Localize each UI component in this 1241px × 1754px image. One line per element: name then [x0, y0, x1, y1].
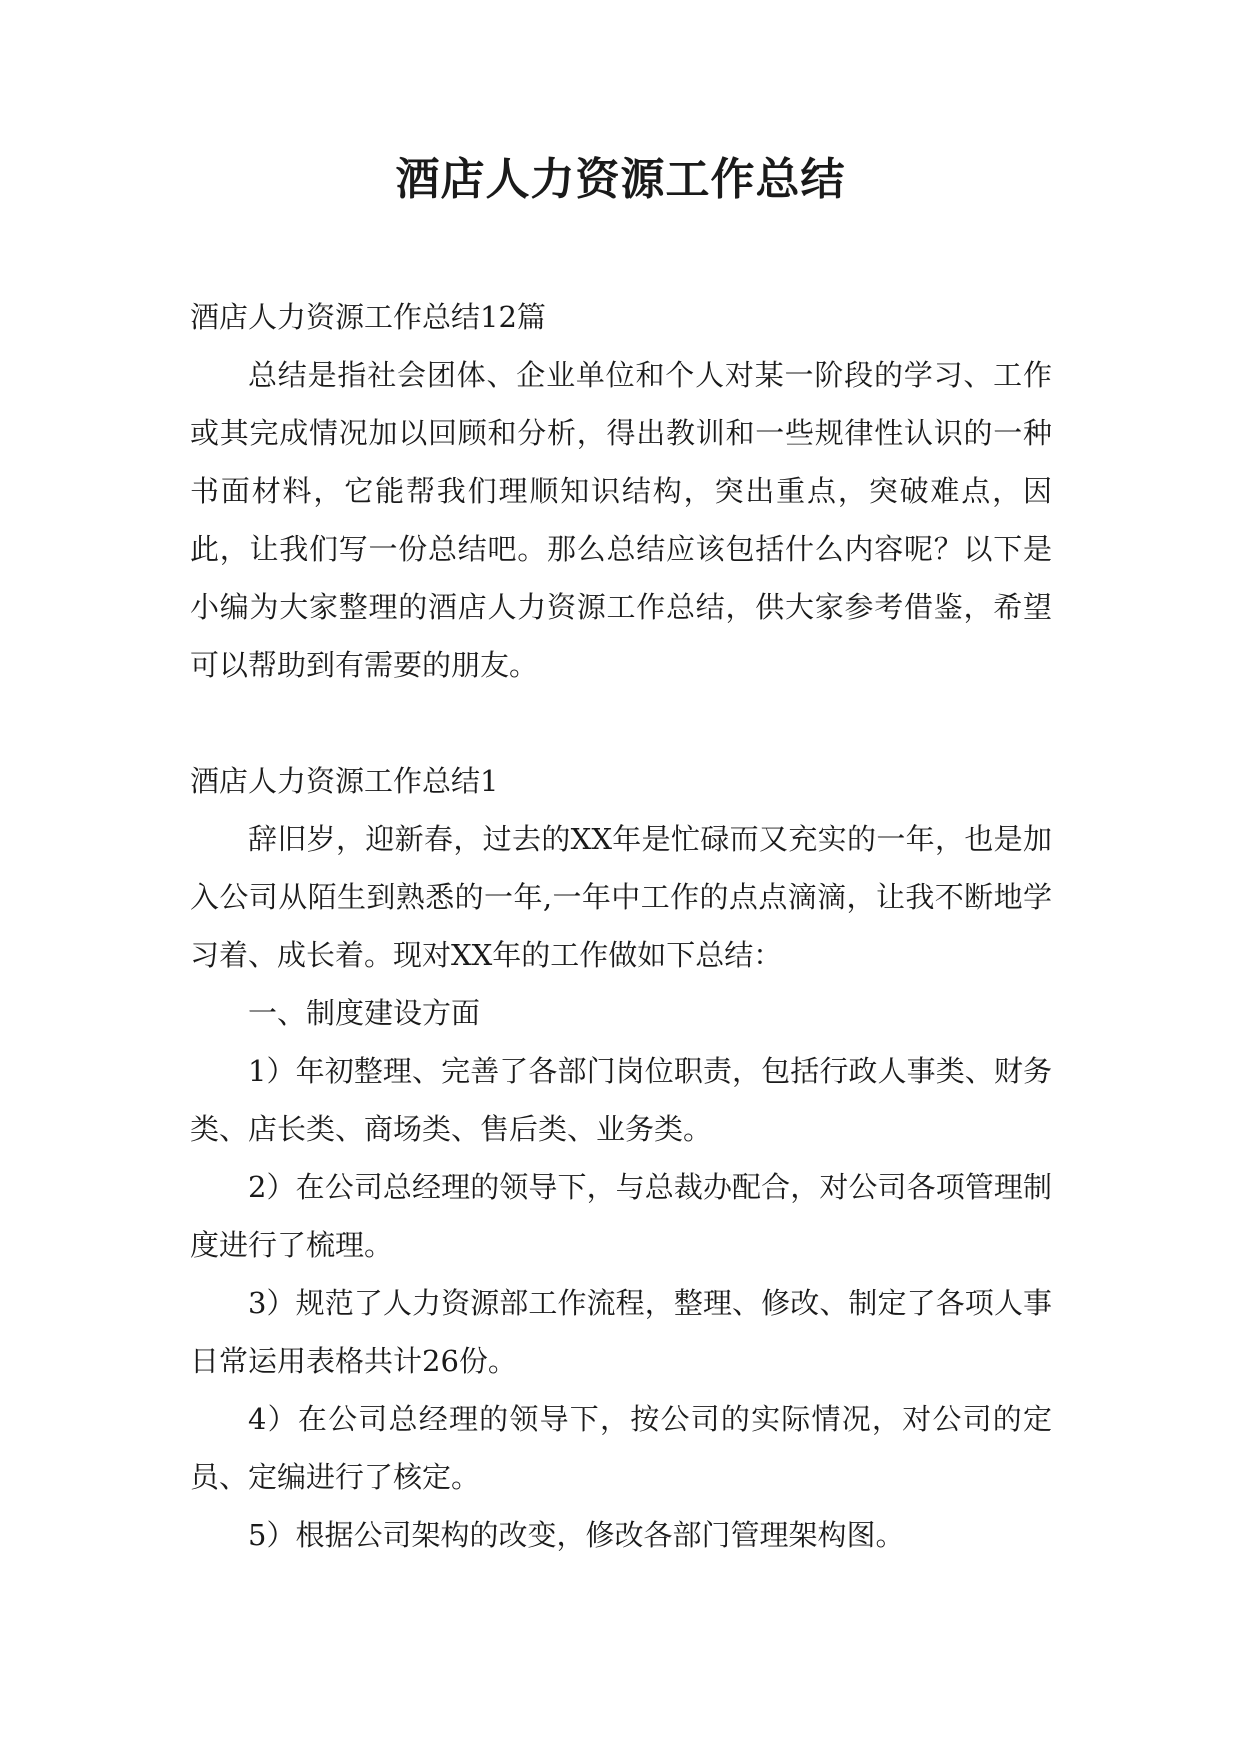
- intro-paragraph: 总结是指社会团体、企业单位和个人对某一阶段的学习、工作或其完成情况加以回顾和分析，得出教训和一些规律性认识的一种书面材料，它能帮我们理顺知识结构，突出重点，突破难点，因此，让我们写一份总结吧。那么总结应该包括什么内容呢？以下是小编为大家整理的酒店人力资源工作总结，供大家参考借鉴，希望可以帮助到有需要的朋友。: [190, 358, 1052, 682]
- list-item: 5）根据公司架构的改变，修改各部门管理架构图。: [248, 1518, 905, 1552]
- list-item: 2）在公司总经理的领导下，与总裁办配合，对公司各项管理制度进行了梳理。: [190, 1170, 1052, 1262]
- list-item: 4）在公司总经理的领导下，按公司的实际情况，对公司的定员、定编进行了核定。: [190, 1402, 1052, 1494]
- section-gap: [190, 694, 1052, 752]
- list-item: 3）规范了人力资源部工作流程，整理、修改、制定了各项人事日常运用表格共计26份。: [190, 1286, 1052, 1378]
- paragraph: 辞旧岁，迎新春，过去的XX年是忙碌而又充实的一年，也是加入公司从陌生到熟悉的一年,一年中工作的点点滴滴，让我不断地学习着、成长着。现对XX年的工作做如下总结：: [190, 822, 1052, 972]
- section-heading: 一、制度建设方面: [248, 996, 481, 1030]
- document-body: [190, 288, 1052, 1564]
- section-title: 酒店人力资源工作总结1: [190, 764, 499, 798]
- document-subtitle: 酒店人力资源工作总结12篇: [190, 300, 546, 334]
- list-item: 1）年初整理、完善了各部门岗位职责，包括行政人事类、财务类、店长类、商场类、售后类、业务类。: [190, 1054, 1052, 1146]
- page-title: 酒店人力资源工作总结: [395, 154, 846, 205]
